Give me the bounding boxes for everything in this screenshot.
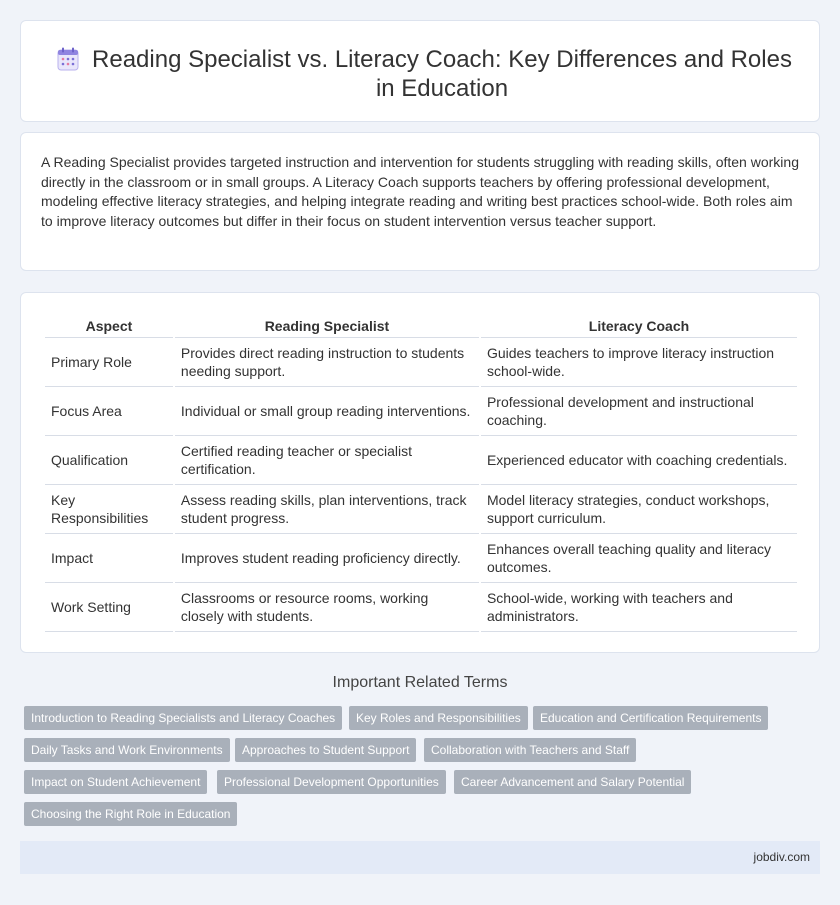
page-title: Reading Specialist vs. Literacy Coach: Key Differences and Roles in Education (92, 46, 792, 102)
related-term-tag[interactable]: Introduction to Reading Specialists and Literacy Coaches (24, 706, 342, 730)
calendar-icon (57, 47, 79, 71)
row-aspect-cell: Key Responsibilities (45, 485, 173, 534)
related-term-tag[interactable]: Professional Development Opportunities (217, 770, 446, 794)
reading-specialist-cell: Assess reading skills, plan interventions, track student progress. (175, 485, 479, 534)
intro-paragraph: A Reading Specialist provides targeted instruction and intervention for students struggling with reading skills, often working directly in the classroom or in small groups. A Literacy Coach supports teachers by offering professional development, modeling effective literacy strategies, and helping integrate reading and writing best practices school-wide. Both roles aim to improve literacy outcomes but differ in their focus on student intervention versus teacher support. (41, 154, 799, 229)
related-terms-heading: Important Related Terms (332, 674, 508, 691)
reading-specialist-cell: Classrooms or resource rooms, working closely with students. (175, 583, 479, 632)
related-term-tag[interactable]: Daily Tasks and Work Environments (24, 738, 230, 762)
comparison-table-card (20, 292, 820, 653)
literacy-coach-cell: Guides teachers to improve literacy instruction school-wide. (481, 338, 797, 387)
footer-bar (20, 841, 820, 874)
row-aspect-cell: Primary Role (45, 338, 173, 387)
related-term-tag[interactable]: Collaboration with Teachers and Staff (424, 738, 636, 762)
related-term-tag[interactable]: Key Roles and Responsibilities (349, 706, 528, 730)
row-aspect-cell: Focus Area (45, 387, 173, 436)
table-row (45, 583, 797, 632)
table-row (45, 436, 797, 485)
reading-specialist-cell: Improves student reading proficiency directly. (175, 534, 479, 583)
literacy-coach-cell: School-wide, working with teachers and administrators. (481, 583, 797, 632)
related-term-tag[interactable]: Approaches to Student Support (235, 738, 416, 762)
reading-specialist-cell: Provides direct reading instruction to students needing support. (175, 338, 479, 387)
table-row (45, 338, 797, 387)
related-term-tag[interactable]: Choosing the Right Role in Education (24, 802, 237, 826)
row-aspect-cell: Impact (45, 534, 173, 583)
row-aspect-cell: Qualification (45, 436, 173, 485)
related-term-tag[interactable]: Impact on Student Achievement (24, 770, 207, 794)
table-row (45, 485, 797, 534)
literacy-coach-cell: Experienced educator with coaching credentials. (481, 436, 797, 485)
table-row (45, 387, 797, 436)
table-header-row (45, 315, 797, 338)
reading-specialist-cell: Certified reading teacher or specialist certification. (175, 436, 479, 485)
row-aspect-cell: Work Setting (45, 583, 173, 632)
column-header-literacy-coach: Literacy Coach (481, 315, 797, 338)
footer-site-link[interactable]: jobdiv.com (753, 850, 810, 864)
literacy-coach-cell: Professional development and instructional coaching. (481, 387, 797, 436)
related-term-tag[interactable]: Education and Certification Requirements (533, 706, 768, 730)
literacy-coach-cell: Model literacy strategies, conduct workshops, support curriculum. (481, 485, 797, 534)
column-header-aspect: Aspect (45, 315, 173, 338)
title-card (20, 20, 820, 122)
comparison-table (43, 315, 799, 632)
column-header-reading-specialist: Reading Specialist (175, 315, 479, 338)
reading-specialist-cell: Individual or small group reading interventions. (175, 387, 479, 436)
intro-card (20, 132, 820, 271)
literacy-coach-cell: Enhances overall teaching quality and literacy outcomes. (481, 534, 797, 583)
related-term-tag[interactable]: Career Advancement and Salary Potential (454, 770, 691, 794)
table-row (45, 534, 797, 583)
